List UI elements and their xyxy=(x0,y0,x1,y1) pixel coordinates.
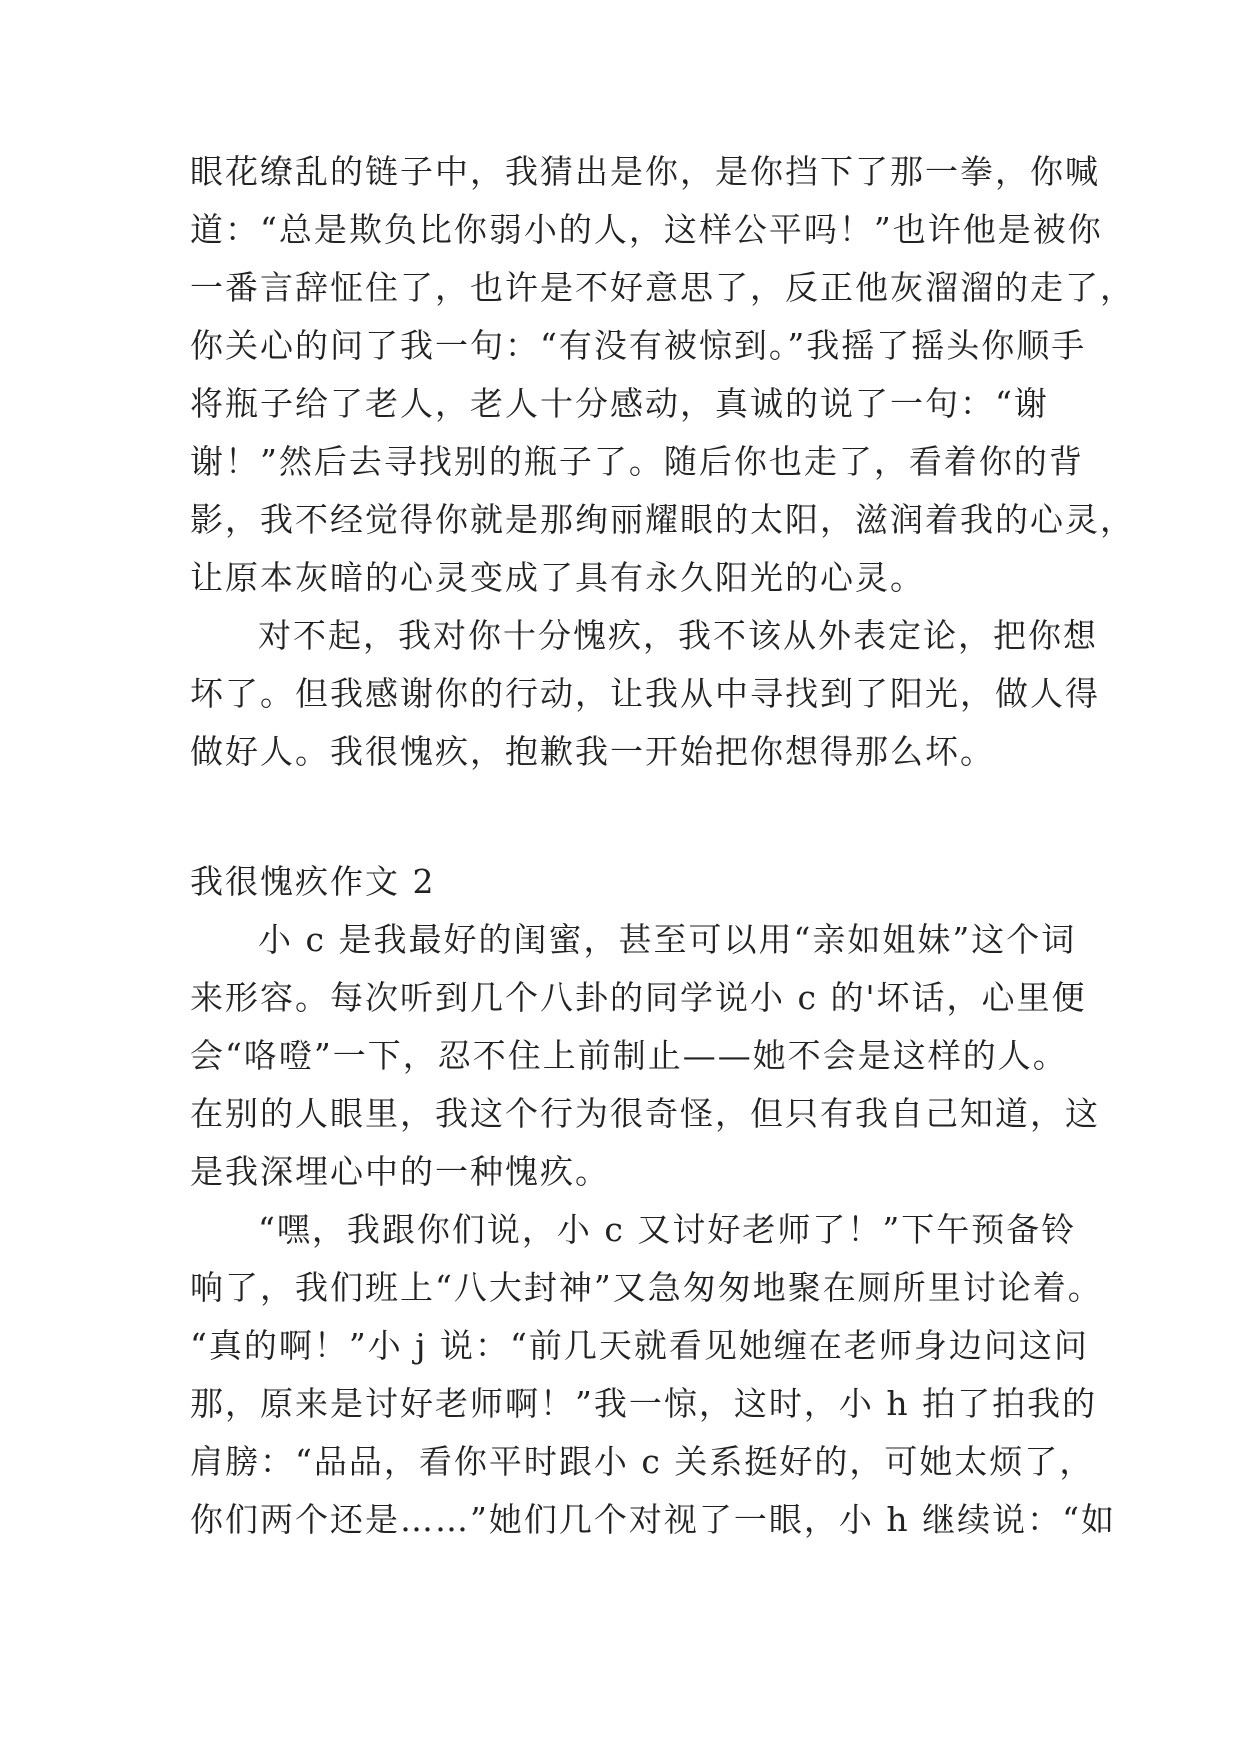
paragraph-line: 道：“总是欺负比你弱小的人，这样公平吗！”也许他是被你 xyxy=(190,210,1103,249)
paragraph-line: 对不起，我对你十分愧疚，我不该从外表定论，把你想 xyxy=(258,616,1098,655)
paragraph-line: 眼花缭乱的链子中，我猜出是你，是你挡下了那一拳，你喊 xyxy=(190,152,1100,191)
paragraph-line: 谢！”然后去寻找别的瓶子了。随后你也走了，看着你的背 xyxy=(190,442,1084,481)
paragraph-line: 让原本灰暗的心灵变成了具有永久阳光的心灵。 xyxy=(190,558,925,597)
paragraph-line: 在别的人眼里，我这个行为很奇怪，但只有我自己知道，这 xyxy=(190,1094,1100,1133)
paragraph-line: 你们两个还是……”她们几个对视了一眼，小 h 继续说：“如 xyxy=(190,1500,1116,1539)
paragraph-line: “嘿，我跟你们说，小 c 又讨好老师了！”下午预备铃 xyxy=(258,1210,1077,1249)
paragraph-line: 你关心的问了我一句：“有没有被惊到。”我摇了摇头你顺手 xyxy=(190,326,1087,365)
paragraph-line: 那，原来是讨好老师啊！”我一惊，这时，小 h 拍了拍我的 xyxy=(190,1384,1098,1423)
paragraph-line: 肩膀：“品品，看你平时跟小 c 关系挺好的，可她太烦了， xyxy=(190,1442,1095,1481)
paragraph-line: 将瓶子给了老人，老人十分感动，真诚的说了一句：“谢 xyxy=(190,384,1049,423)
paragraph-line: 小 c 是我最好的闺蜜，甚至可以用“亲如姐妹”这个词 xyxy=(258,920,1077,959)
paragraph-line: 来形容。每次听到几个八卦的同学说小 c 的'坏话，心里便 xyxy=(190,978,1087,1017)
paragraph-line: 坏了。但我感谢你的行动，让我从中寻找到了阳光，做人得 xyxy=(190,674,1100,713)
paragraph-line: 影，我不经觉得你就是那绚丽耀眼的太阳，滋润着我的心灵， xyxy=(190,500,1135,539)
paragraph-line: 做好人。我很愧疚，抱歉我一开始把你想得那么坏。 xyxy=(190,732,995,771)
paragraph-line: 会“咯噔”一下，忍不住上前制止——她不会是这样的人。 xyxy=(190,1036,1068,1075)
paragraph-line: 是我深埋心中的一种愧疚。 xyxy=(190,1152,610,1191)
paragraph-line: 响了，我们班上“八大封神”又急匆匆地聚在厕所里讨论着。 xyxy=(190,1268,1103,1307)
section-heading: 我很愧疚作文 2 xyxy=(190,862,436,901)
paragraph-line: “真的啊！”小 j 说：“前几天就看见她缠在老师身边问这问 xyxy=(190,1326,1089,1365)
paragraph-line: 一番言辞怔住了，也许是不好意思了，反正他灰溜溜的走了， xyxy=(190,268,1135,307)
